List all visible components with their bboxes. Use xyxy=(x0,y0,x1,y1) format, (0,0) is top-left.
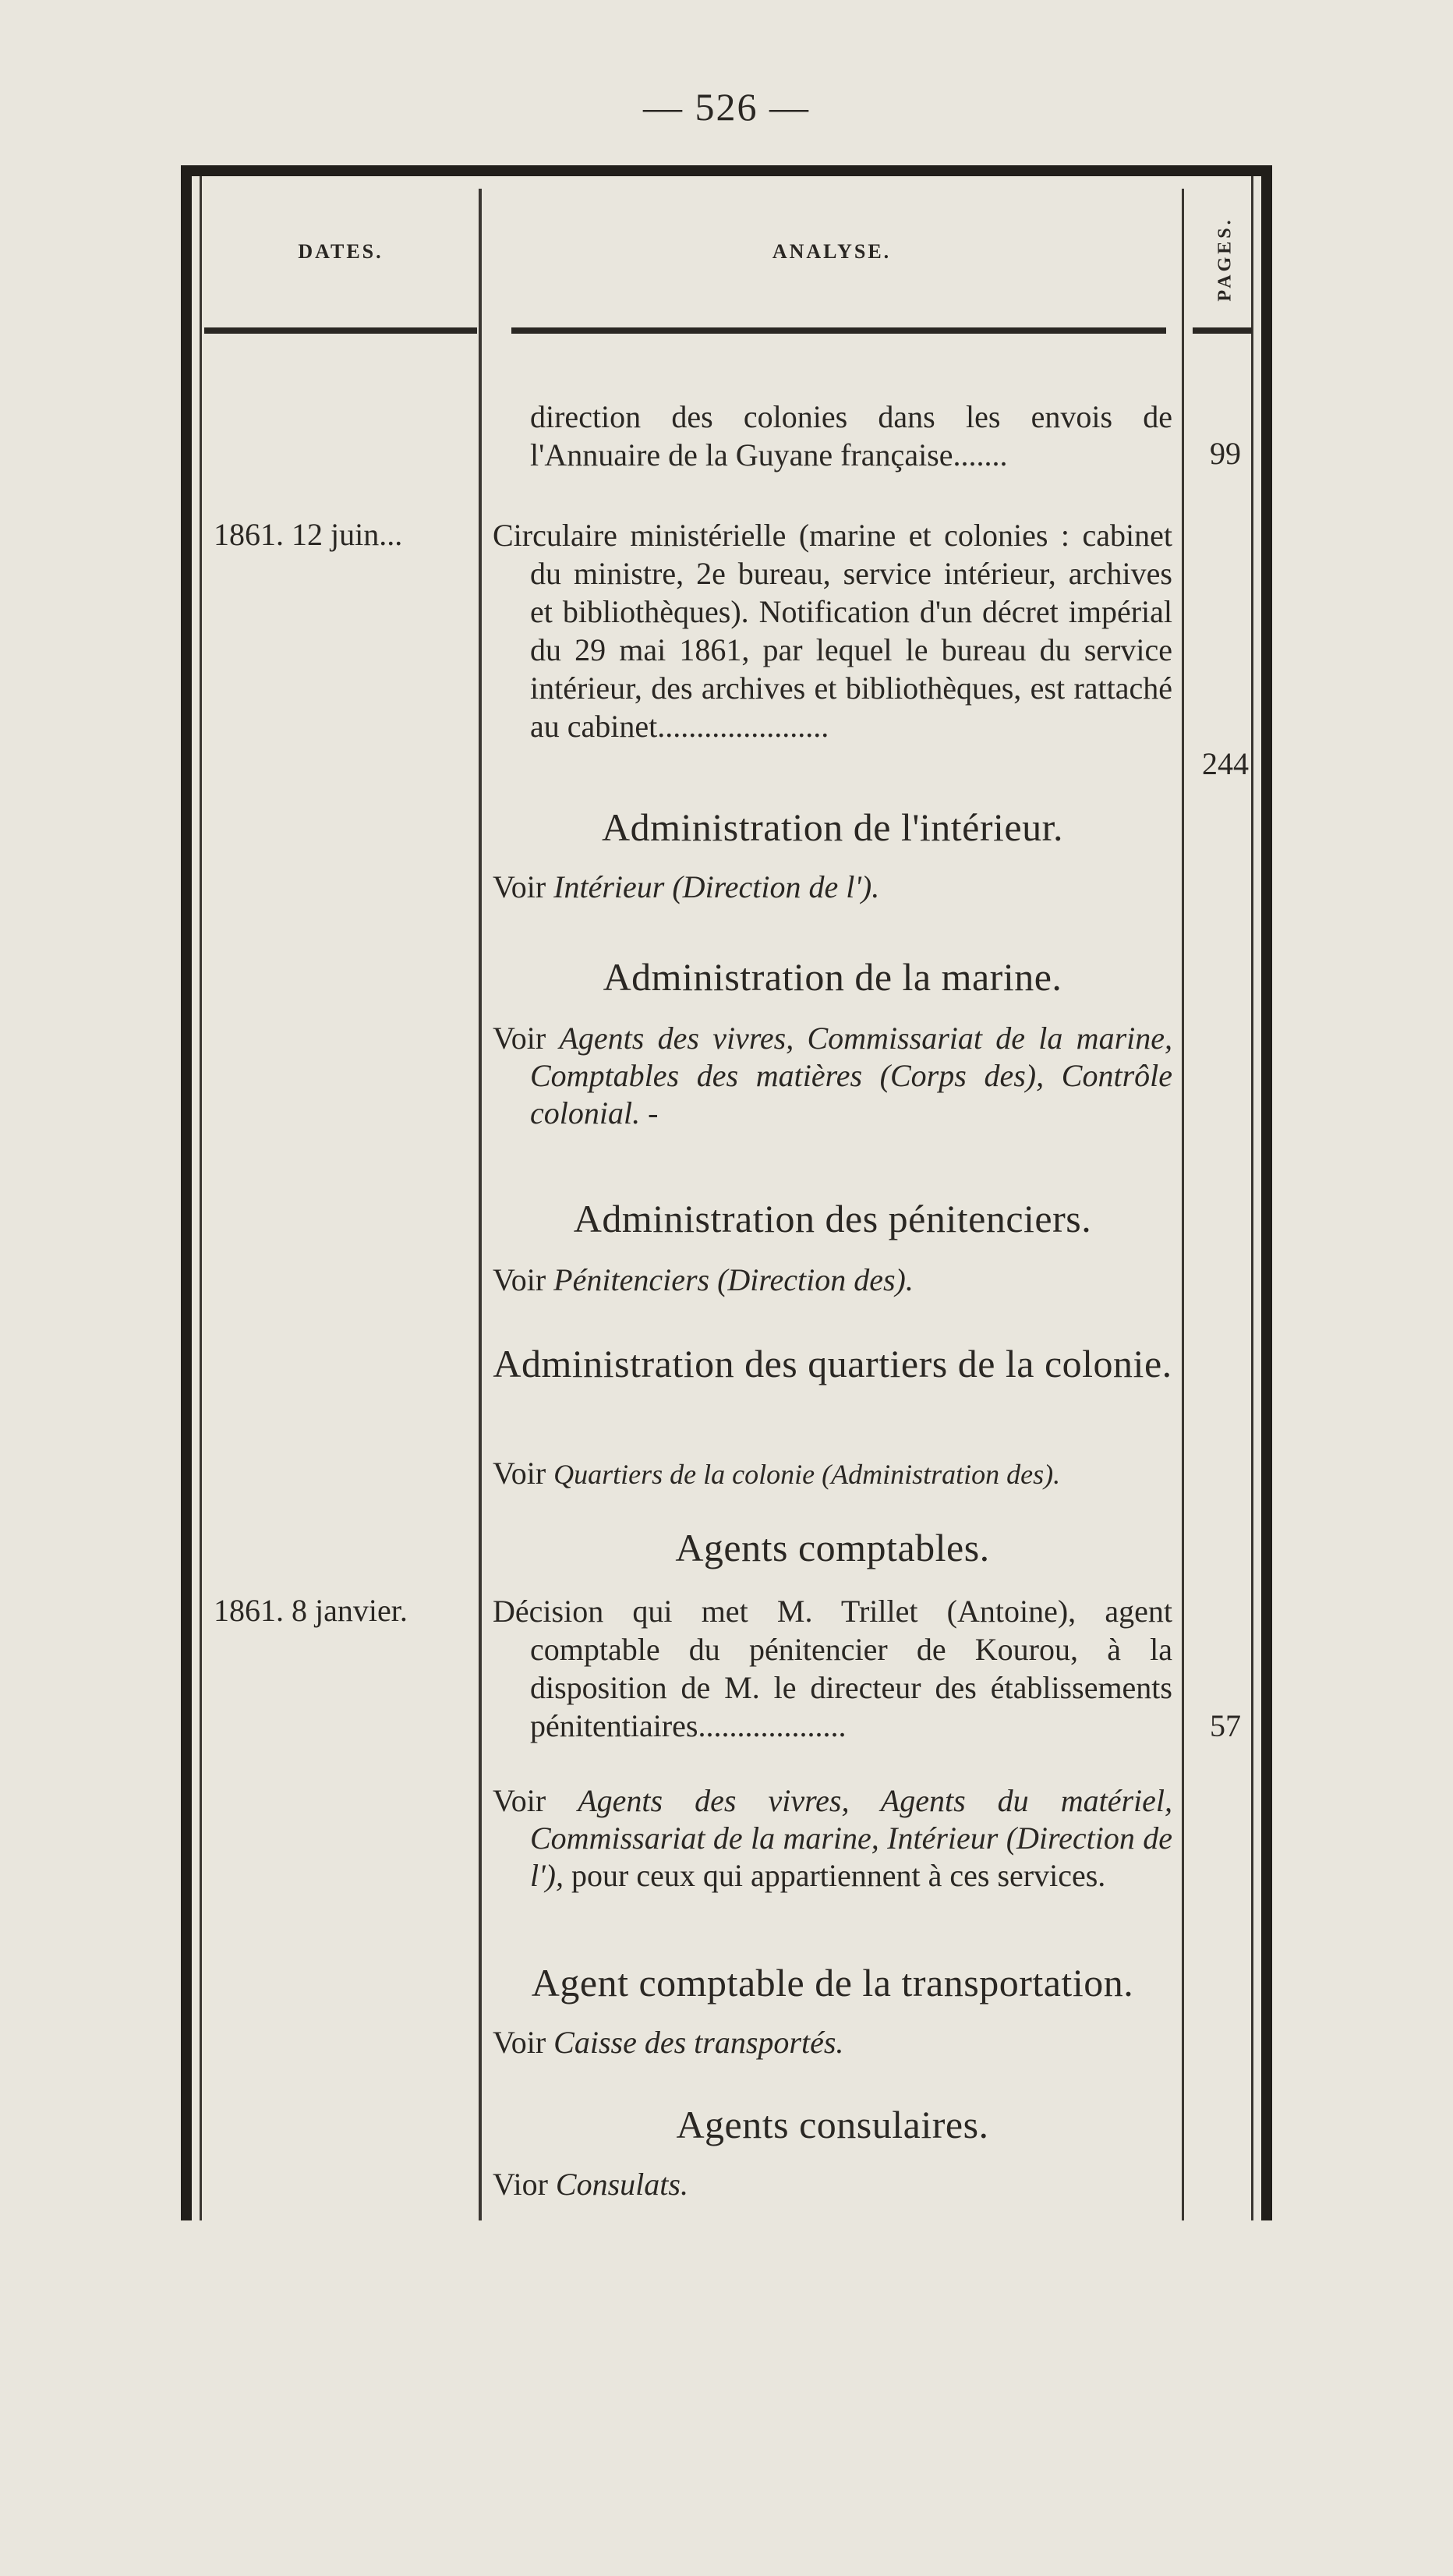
cross-reference xyxy=(493,1455,1172,1493)
voir-word: Voir xyxy=(493,1456,546,1491)
list-item xyxy=(493,1592,1172,1745)
entry-text: Décision qui met M. Trillet (Antoine), agent comptable du pénitencier de Kourou, à la disposition de M. le directeur des établissements pénitentiaires................... xyxy=(493,1594,1172,1743)
section-heading: Administration des pénitenciers. xyxy=(573,1197,1092,1240)
pages-header: PAGES. xyxy=(1214,216,1236,302)
page-reference: 244 xyxy=(1202,746,1249,781)
cross-reference xyxy=(493,2024,1172,2061)
section-heading: Agents consulaires. xyxy=(676,2103,989,2146)
list-item xyxy=(493,516,1172,745)
entry-text: Circulaire ministérielle (marine et colonies : cabinet du ministre, 2e bureau, service intérieur, archives et bibliothèques). Notification d'un décret impérial du 29 mai 1861, par lequel le bureau du service intérieur, des archives et bibliothèques, est rattaché au cabinet...................... xyxy=(493,518,1172,744)
voir-word: Voir xyxy=(493,869,546,904)
cross-reference xyxy=(493,2166,1172,2203)
voir-word: Voir xyxy=(493,1262,546,1297)
entry-text: direction des colonies dans les envois de l'Annuaire de la Guyane française....... xyxy=(530,399,1172,472)
page-reference: 99 xyxy=(1210,436,1241,471)
cross-reference xyxy=(493,1020,1172,1132)
cross-reference xyxy=(493,1261,1172,1299)
voir-reference: Caisse des transportés. xyxy=(553,2025,844,2060)
section-heading: Administration de la marine. xyxy=(603,955,1062,999)
voir-reference: Consulats. xyxy=(555,2167,688,2202)
section-heading: Agents comptables. xyxy=(675,1526,990,1569)
section-heading: Agent comptable de la transportation. xyxy=(531,1961,1134,2005)
section-heading: Administration des quartiers de la colonie. xyxy=(493,1342,1172,1385)
list-item xyxy=(493,398,1172,474)
stray-mark: - xyxy=(648,1095,659,1131)
voir-word: Voir xyxy=(493,1021,546,1056)
cross-reference xyxy=(493,869,1172,906)
analyse-header: ANALYSE. xyxy=(772,240,892,263)
dates-header: DATES. xyxy=(298,240,384,263)
table-body xyxy=(181,165,1272,2220)
voir-reference: Quartiers de la colonie (Administration des). xyxy=(553,1459,1061,1490)
voir-reference: Agents des vivres, Agents du matériel, Commissariat de la marine, Intérieur (Direction de l'), xyxy=(530,1783,1173,1893)
entry-date: 1861. 12 juin... xyxy=(214,517,403,552)
cross-reference xyxy=(493,1782,1172,1895)
voir-word: Voir xyxy=(493,1783,546,1818)
index-table xyxy=(181,165,1272,2220)
voir-tail: pour ceux qui appartiennent à ces services. xyxy=(571,1858,1106,1893)
page-number: — 526 — xyxy=(643,85,810,129)
entry-date: 1861. 8 janvier. xyxy=(214,1593,408,1628)
page-reference: 57 xyxy=(1210,1708,1241,1743)
voir-word: Voir xyxy=(493,2025,546,2060)
voir-reference: Agents des vivres, Commissariat de la marine, Comptables des matières (Corps des), Contrôle colonial. xyxy=(530,1021,1173,1131)
voir-reference: Intérieur (Direction de l'). xyxy=(553,869,880,904)
section-heading: Administration de l'intérieur. xyxy=(602,805,1063,849)
voir-word: Vior xyxy=(493,2167,548,2202)
voir-reference: Pénitenciers (Direction des). xyxy=(553,1262,914,1297)
